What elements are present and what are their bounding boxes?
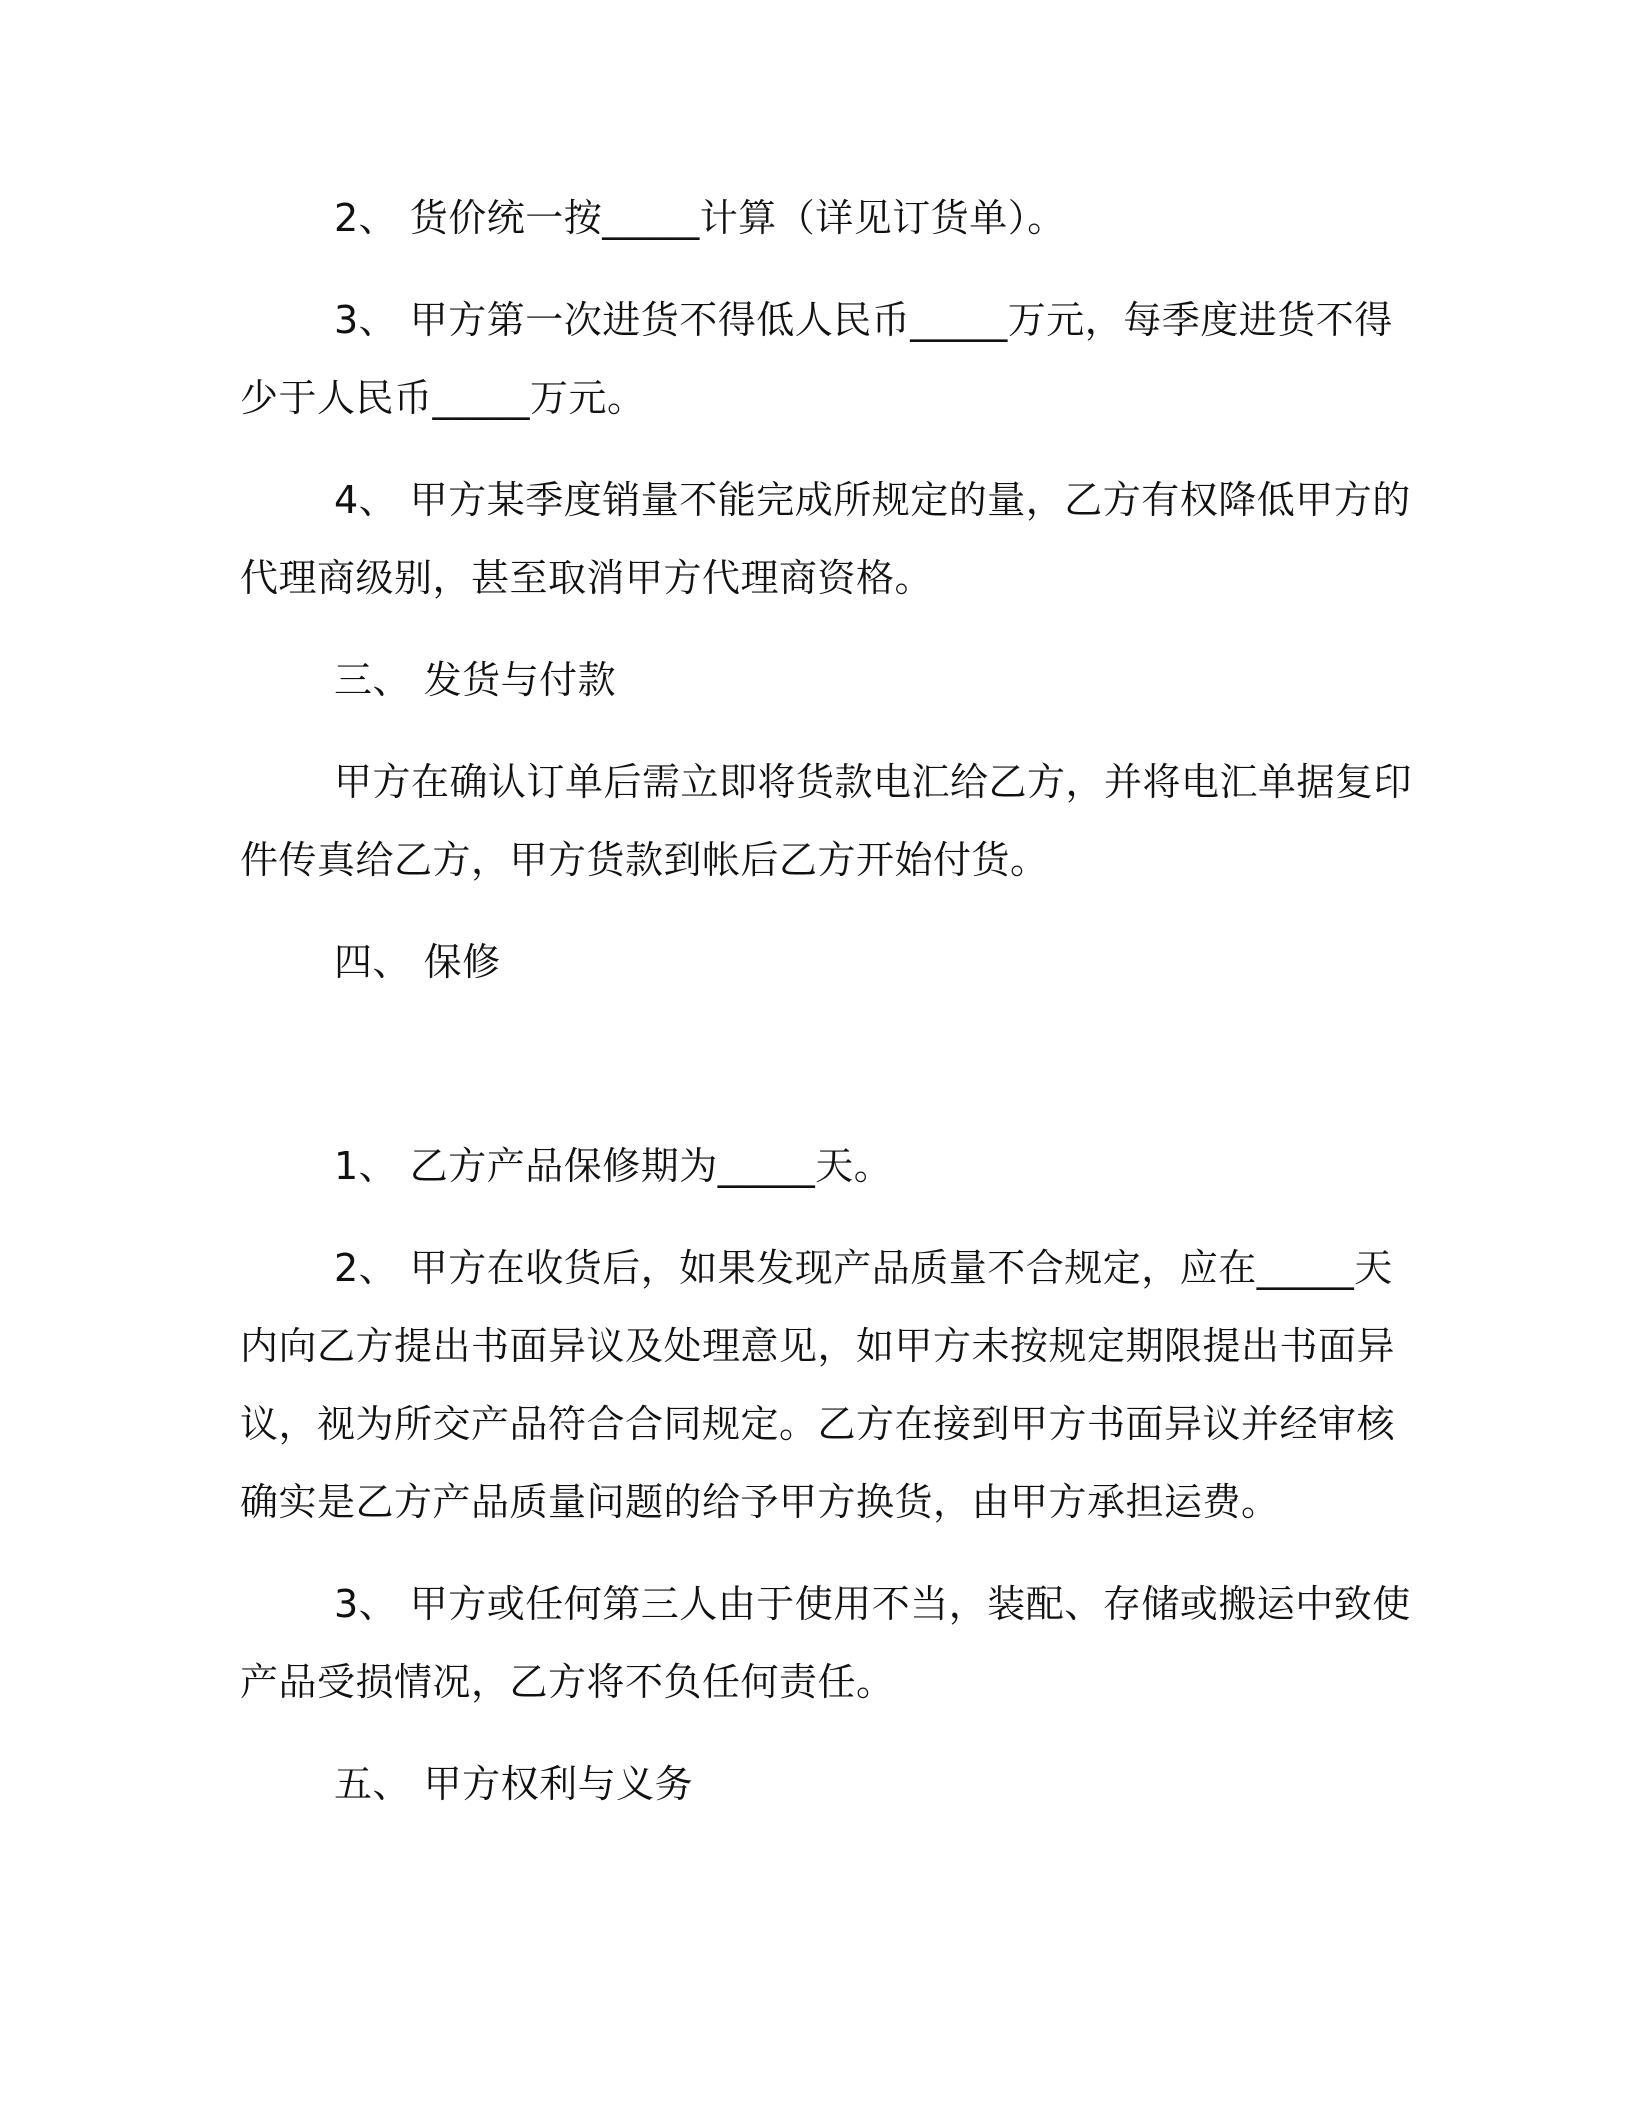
warranty-clause-2-line-4: 确实是乙方产品质量问题的给予甲方换货，由甲方承担运费。 (240, 1480, 1280, 1524)
section-heading-shipping-payment: 三、 发货与付款 (334, 658, 617, 702)
clause-sales-volume-continuation: 代理商级别，甚至取消甲方代理商资格。 (240, 556, 934, 600)
payment-paragraph-line: 甲方在确认订单后需立即将货款电汇给乙方，并将电汇单据复印 (334, 760, 1413, 804)
warranty-clause-1: 1、 乙方产品保修期为_____天。 (334, 1144, 893, 1188)
warranty-clause-2-line-3: 议，视为所交产品符合合同规定。乙方在接到甲方书面异议并经审核 (240, 1402, 1396, 1446)
warranty-clause-3-line-1: 3、 甲方或任何第三人由于使用不当，装配、存储或搬运中致使 (334, 1582, 1411, 1626)
payment-paragraph-continuation: 件传真给乙方，甲方货款到帐后乙方开始付货。 (240, 838, 1049, 882)
section-heading-party-a-rights: 五、 甲方权利与义务 (334, 1762, 694, 1806)
clause-sales-volume-line: 4、 甲方某季度销量不能完成所规定的量，乙方有权降低甲方的 (334, 478, 1411, 522)
clause-price-line: 2、 货价统一按_____计算（详见订货单）。 (334, 196, 1066, 240)
warranty-clause-2-line-2: 内向乙方提出书面异议及处理意见，如甲方未按规定期限提出书面异 (240, 1324, 1396, 1368)
clause-first-order-line: 3、 甲方第一次进货不得低人民币_____万元，每季度进货不得 (334, 298, 1393, 342)
clause-first-order-continuation: 少于人民币_____万元。 (240, 376, 646, 420)
section-heading-warranty: 四、 保修 (334, 940, 501, 984)
warranty-clause-3-line-2: 产品受损情况，乙方将不负任何责任。 (240, 1660, 895, 1704)
warranty-clause-2-line-1: 2、 甲方在收货后，如果发现产品质量不合规定，应在_____天 (334, 1246, 1393, 1290)
